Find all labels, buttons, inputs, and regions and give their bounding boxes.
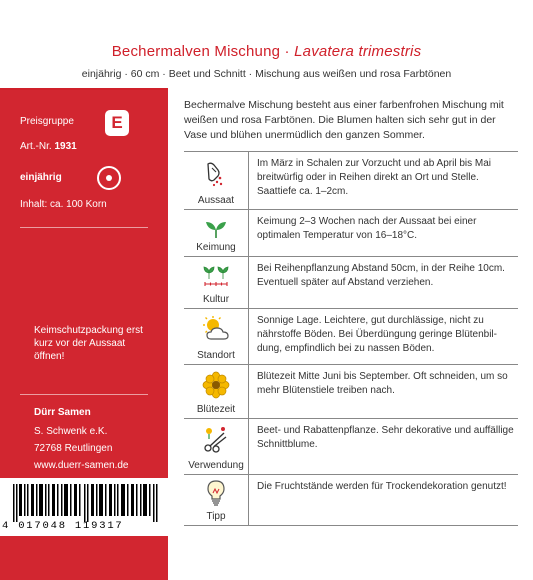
row-label-keimung: Keimung (196, 242, 236, 253)
row-icon-cell (184, 365, 249, 418)
row-text-keimung: Keimung 2–3 Wochen nach der Aussaat bei einer optimalen Temperatur von 16–18°C. (257, 216, 477, 241)
row-planting-icon (202, 263, 230, 291)
table-row (184, 418, 518, 474)
lightbulb-icon (202, 479, 230, 507)
company-website[interactable]: www.duerr-samen.de (34, 460, 129, 471)
price-group-label: Preisgruppe (20, 116, 74, 127)
row-text-tipp: Die Fruchtstände werden für Trockendekoration genutzt! (257, 481, 507, 492)
product-description: Bechermalve Mischung besteht aus einer farbenfrohen Mischung mit weißen und rosa Farbtönen. Die Blumen halten sich sehr gut in der Vase und blühen unermüdlich den ganzen Sommer. (184, 99, 504, 141)
product-title (0, 43, 533, 60)
product-subtitle: einjährig · 60 cm · Beet und Schnitt · Mischung aus weißen und rosa Farbtönen (81, 68, 452, 80)
row-text-bluetezeit: Blütezeit Mitte Juni bis September. Oft schneiden, um so mehr Blütenstiele treiben nach. (257, 371, 508, 396)
table-row (184, 364, 518, 418)
row-icon-cell (184, 475, 249, 525)
row-label-kultur: Kultur (202, 294, 230, 305)
header-divider-right (168, 88, 533, 90)
table-row (184, 209, 518, 256)
title-common-name: Bechermalven Mischung (111, 43, 281, 60)
company-owner: S. Schwenk e.K. (34, 426, 108, 437)
row-label-tipp: Tipp (206, 511, 226, 522)
article-value: 1931 (54, 141, 77, 152)
germ-protection-note: Keimschutzpackung erst kurz vor der Aussaat öffnen! (34, 325, 143, 362)
row-text-standort: Sonnige Lage. Leichtere, gut durchlässige, nicht zu nährstoffe Böden. Bei Überdüngung geringe Blütenbildung, empfindlich bei zu nassen Böden. (257, 315, 497, 354)
sidebar-divider-top (20, 227, 148, 228)
row-icon-cell (184, 419, 249, 474)
seed-content: Inhalt: ca. 100 Korn (20, 199, 107, 210)
scissors-flower-icon (202, 425, 230, 453)
article-label: Art.-Nr. (20, 141, 52, 152)
title-separator: · (280, 43, 295, 60)
seedling-icon (202, 216, 230, 244)
sidebar-divider-bottom (20, 394, 148, 395)
row-text-verwendung: Beet- und Rabattenpflanze. Sehr dekorative und auffällige Schnittblume. (257, 425, 514, 450)
row-icon-cell (184, 257, 249, 308)
flower-icon (202, 371, 230, 399)
ean-barcode (0, 478, 168, 536)
company-info (34, 404, 128, 474)
row-text-kultur: Bei Reihenpflanzung Abstand 50cm, in der Reihe 10cm. Eventuell später auf Abstand verziehen. (257, 263, 505, 288)
sowing-hand-icon (202, 160, 230, 188)
row-icon-cell (184, 309, 249, 364)
row-icon-cell (184, 210, 249, 256)
company-city: 72768 Reutlingen (34, 443, 113, 454)
row-text-aussaat: Im März in Schalen zur Vorzucht und ab April bis Mai breitwürfig oder in Reihen direkt an Ort und Stelle. Saattiefe ca. 1–2cm. (257, 158, 491, 197)
table-row (184, 151, 518, 209)
title-latin-name: Lavatera trimestris (294, 43, 422, 60)
table-row (184, 256, 518, 308)
table-row (184, 474, 518, 526)
lifecycle-label: einjährig (20, 172, 62, 183)
row-icon-cell (184, 152, 249, 209)
row-label-aussaat: Aussaat (197, 195, 235, 206)
table-row (184, 308, 518, 364)
row-label-standort: Standort (197, 350, 235, 361)
company-name: Dürr Samen (34, 407, 91, 418)
barcode-bars (13, 484, 163, 522)
cultivation-table (184, 151, 518, 526)
row-label-verwendung: Verwendung (188, 460, 244, 471)
article-number (20, 141, 77, 152)
price-group-badge: E (105, 110, 129, 136)
product-header (0, 0, 533, 88)
row-label-bluetezeit: Blütezeit (196, 404, 236, 415)
sun-cloud-icon (202, 315, 230, 343)
annual-symbol-icon (97, 166, 121, 190)
barcode-digits: 4 017048 119317 (2, 520, 124, 532)
